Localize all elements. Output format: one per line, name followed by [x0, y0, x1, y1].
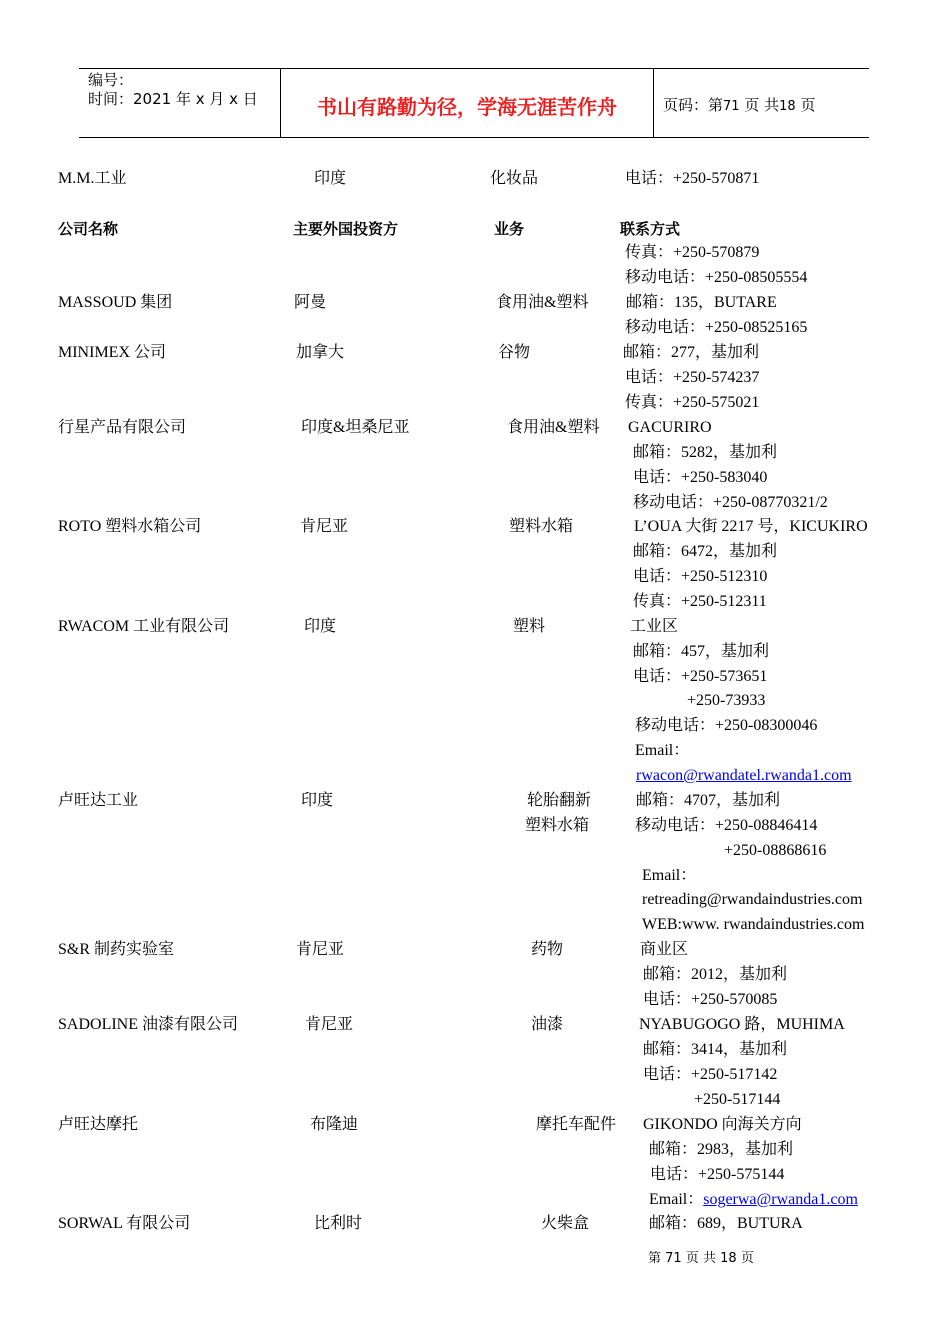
contact-line: 邮箱：6472，基加利	[633, 543, 778, 560]
contact-line: WEB:www. rwandaindustries.com	[642, 916, 865, 933]
company-name: M.M.工业	[58, 170, 127, 187]
contact-line: 移动电话：+250-08846414	[635, 817, 818, 834]
contact-line: 工业区	[630, 618, 679, 635]
contact-line: 移动电话：+250-08300046	[635, 717, 818, 734]
email-link[interactable]: sogerwa@rwanda1.com	[703, 1191, 858, 1208]
investor: 比利时	[314, 1215, 363, 1232]
number-label: 编号：	[88, 71, 134, 89]
contact-line: 商业区	[640, 941, 689, 958]
contact-line: 邮箱：2012，基加利	[643, 966, 788, 983]
page-header	[79, 68, 869, 138]
date-label: 时间：2021 年 x 月 x 日	[88, 90, 258, 108]
company-name: SADOLINE 油漆有限公司	[58, 1016, 238, 1033]
contact-line: 电话：+250-574237	[625, 369, 760, 386]
page-footer: 第 71 页 共 18 页	[648, 1251, 754, 1266]
contact-line: 邮箱：277，基加利	[623, 344, 760, 361]
investor: 阿曼	[294, 294, 327, 311]
business: 油漆	[531, 1016, 564, 1033]
contact-line: 邮箱：135，BUTARE	[626, 294, 777, 311]
company-name: S&R 制药实验室	[58, 941, 175, 958]
investor: 印度	[301, 792, 334, 809]
contact-line: GIKONDO 向海关方向	[643, 1116, 802, 1133]
business: 摩托车配件	[536, 1116, 617, 1133]
contact-line: +250-73933	[687, 692, 766, 709]
header-investor: 主要外国投资方	[293, 220, 399, 238]
business: 塑料水箱	[509, 518, 574, 535]
footer-page-total: 18	[720, 1251, 737, 1266]
investor: 肯尼亚	[300, 518, 349, 535]
contact-line: 邮箱：457，基加利	[633, 643, 770, 660]
contact-line: 电话：+250-570871	[625, 170, 760, 187]
business: 塑料	[513, 618, 546, 635]
header-contact: 联系方式	[620, 220, 681, 238]
footer-page-number: 71	[665, 1251, 682, 1266]
business: 塑料水箱	[525, 817, 590, 834]
business: 轮胎翻新	[527, 792, 592, 809]
company-name: 卢旺达工业	[58, 792, 139, 809]
contact-line: Email：	[635, 742, 690, 759]
contact-line: retreading@rwandaindustries.com	[642, 891, 863, 908]
contact-line: 邮箱：2983，基加利	[649, 1141, 794, 1158]
company-name: MASSOUD 集团	[58, 294, 173, 311]
contact-line: L’OUA 大街 2217 号，KICUKIRO	[634, 518, 868, 535]
contact-line: 电话：+250-573651	[633, 668, 768, 685]
company-name: 行星产品有限公司	[58, 419, 187, 436]
investor: 肯尼亚	[296, 941, 345, 958]
business: 化妆品	[490, 170, 539, 187]
business: 食用油&塑料	[496, 294, 589, 311]
contact-line: 邮箱：689，BUTURA	[649, 1215, 803, 1232]
contact-line: 邮箱：4707，基加利	[636, 792, 781, 809]
contact-line: +250-517144	[694, 1091, 781, 1108]
contact-line: 移动电话：+250-08770321/2	[633, 494, 828, 511]
investor: 印度&坦桑尼亚	[301, 419, 410, 436]
business: 火柴盒	[541, 1215, 590, 1232]
contact-line: 电话：+250-570085	[643, 991, 778, 1008]
business: 谷物	[498, 344, 531, 361]
company-name: RWACOM 工业有限公司	[58, 618, 230, 635]
motto: 书山有路勤为径，学海无涯苦作舟	[317, 95, 617, 119]
header-business: 业务	[494, 220, 525, 238]
investor: 印度	[304, 618, 337, 635]
company-name: 卢旺达摩托	[58, 1116, 139, 1133]
investor: 印度	[314, 170, 347, 187]
contact-line: NYABUGOGO 路，MUHIMA	[639, 1016, 845, 1033]
contact-line: 传真：+250-512311	[633, 593, 767, 610]
header-meta	[88, 71, 258, 109]
contact-line: 电话：+250-517142	[643, 1066, 778, 1083]
contact-line: 邮箱：5282，基加利	[633, 444, 778, 461]
business: 食用油&塑料	[507, 419, 600, 436]
investor: 肯尼亚	[305, 1016, 354, 1033]
contact-line: 邮箱：3414，基加利	[643, 1041, 788, 1058]
contact-line: 电话：+250-583040	[633, 469, 768, 486]
page-total: 18	[779, 99, 796, 114]
company-name: SORWAL 有限公司	[58, 1215, 191, 1232]
business: 药物	[531, 941, 564, 958]
investor: 加拿大	[296, 344, 345, 361]
contact-line: 传真：+250-575021	[625, 394, 760, 411]
contact-line: 电话：+250-512310	[633, 568, 768, 585]
header-company: 公司名称	[58, 220, 119, 238]
contact-line: Email：	[642, 867, 697, 884]
contact-line: 传真：+250-570879	[625, 244, 760, 261]
contact-line: 移动电话：+250-08525165	[625, 319, 808, 336]
company-name: ROTO 塑料水箱公司	[58, 518, 202, 535]
contact-line: 移动电话：+250-08505554	[625, 269, 808, 286]
company-name: MINIMEX 公司	[58, 344, 166, 361]
page-number: 71	[723, 99, 740, 114]
contact-line: 电话：+250-575144	[650, 1166, 785, 1183]
contact-line: GACURIRO	[628, 419, 712, 436]
contact-line: +250-08868616	[724, 842, 827, 859]
investor: 布隆迪	[310, 1116, 359, 1133]
header-divider	[653, 69, 654, 137]
page-info: 页码：第71 页 共18 页	[663, 96, 816, 114]
contact-line: Email：sogerwa@rwanda1.com	[649, 1191, 858, 1208]
email-link[interactable]: rwacon@rwandatel.rwanda1.com	[636, 767, 852, 784]
